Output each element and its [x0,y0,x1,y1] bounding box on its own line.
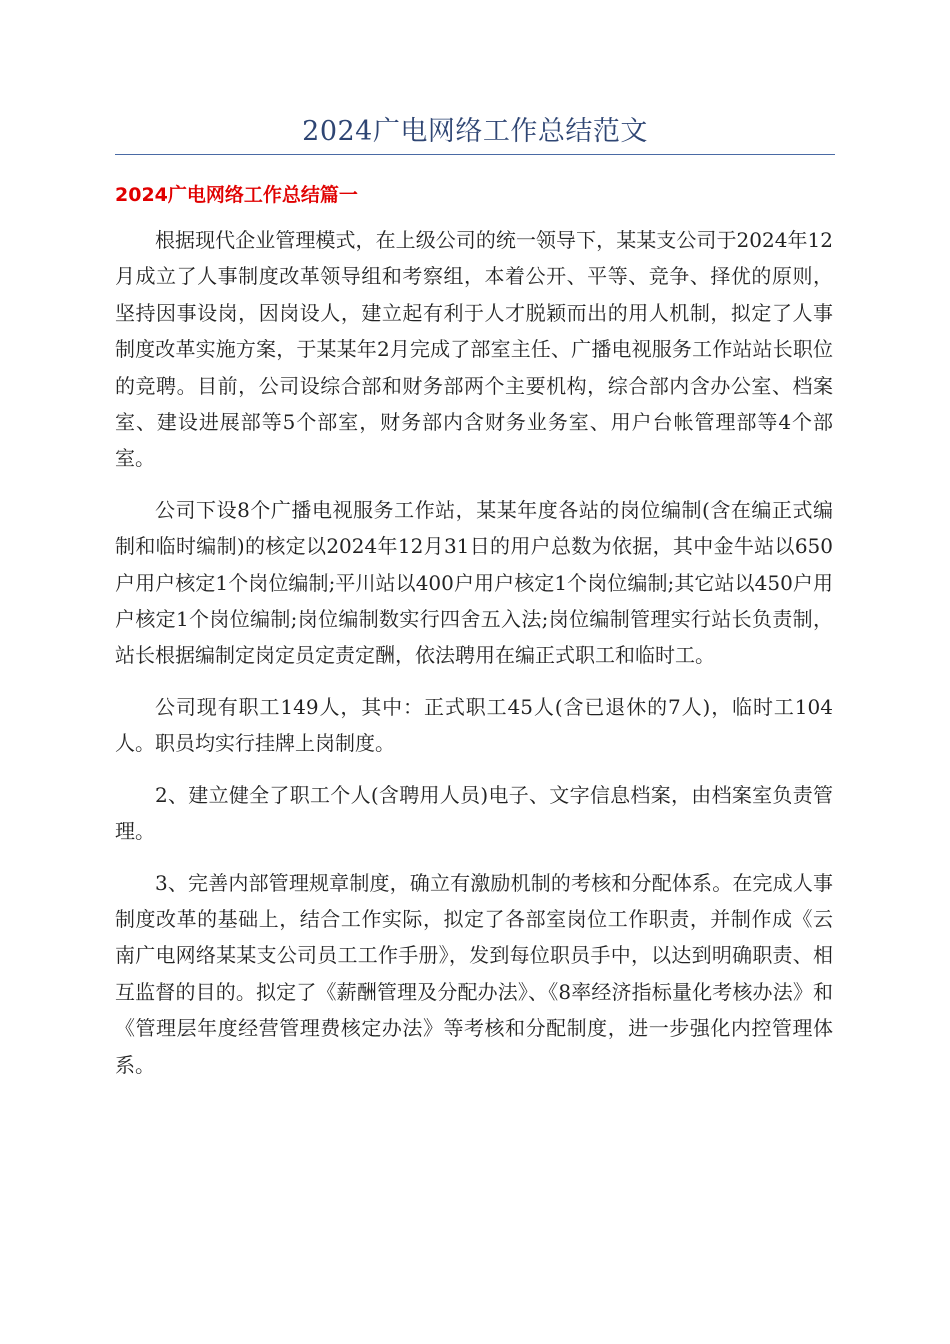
body-paragraph: 根据现代企业管理模式，在上级公司的统一领导下，某某支公司于2024年12月成立了人事制度改革领导组和考察组，本着公开、平等、竞争、择优的原则，坚持因事设岗，因岗设人，建立起有利于人才脱颖而出的用人机制，拟定了人事制度改革实施方案，于某某年2月完成了部室主任、广播电视服务工作站站长职位的竞聘。目前，公司设综合部和财务部两个主要机构，综合部内含办公室、档案室、建设进展部等5个部室，财务部内含财务业务室、用户台帐管理部等4个部室。 [115,228,833,471]
document-body [115,222,833,1098]
body-paragraph: 3、完善内部管理规章制度，确立有激励机制的考核和分配体系。在完成人事制度改革的基础上，结合工作实际，拟定了各部室岗位工作职责，并制作成《云南广电网络某某支公司员工工作手册》，发到每位职员手中，以达到明确职责、相互监督的目的。拟定了《薪酬管理及分配办法》、《8率经济指标量化考核办法》和《管理层年度经营管理费核定办法》等考核和分配制度，进一步强化内控管理体系。 [115,870,833,1077]
body-paragraph: 公司下设8个广播电视服务工作站，某某年度各站的岗位编制(含在编正式编制和临时编制)的核定以2024年12月31日的用户总数为依据，其中金牛站以650户用户核定1个岗位编制;平川站以400户用户核定1个岗位编制;其它站以450户用户核定1个岗位编制;岗位编制数实行四舍五入法;岗位编制管理实行站长负责制，站长根据编制定岗定员定责定酬，依法聘用在编正式职工和临时工。 [115,497,833,668]
body-paragraph: 2、建立健全了职工个人(含聘用人员)电子、文字信息档案，由档案室负责管理。 [115,782,833,844]
body-paragraph: 公司现有职工149人，其中：正式职工45人(含已退休的7人)，临时工104人。职员均实行挂牌上岗制度。 [115,694,833,756]
title-underline-rule [115,154,835,155]
section-heading: 2024广电网络工作总结篇一 [115,184,358,206]
document-title: 2024广电网络工作总结范文 [302,116,648,147]
